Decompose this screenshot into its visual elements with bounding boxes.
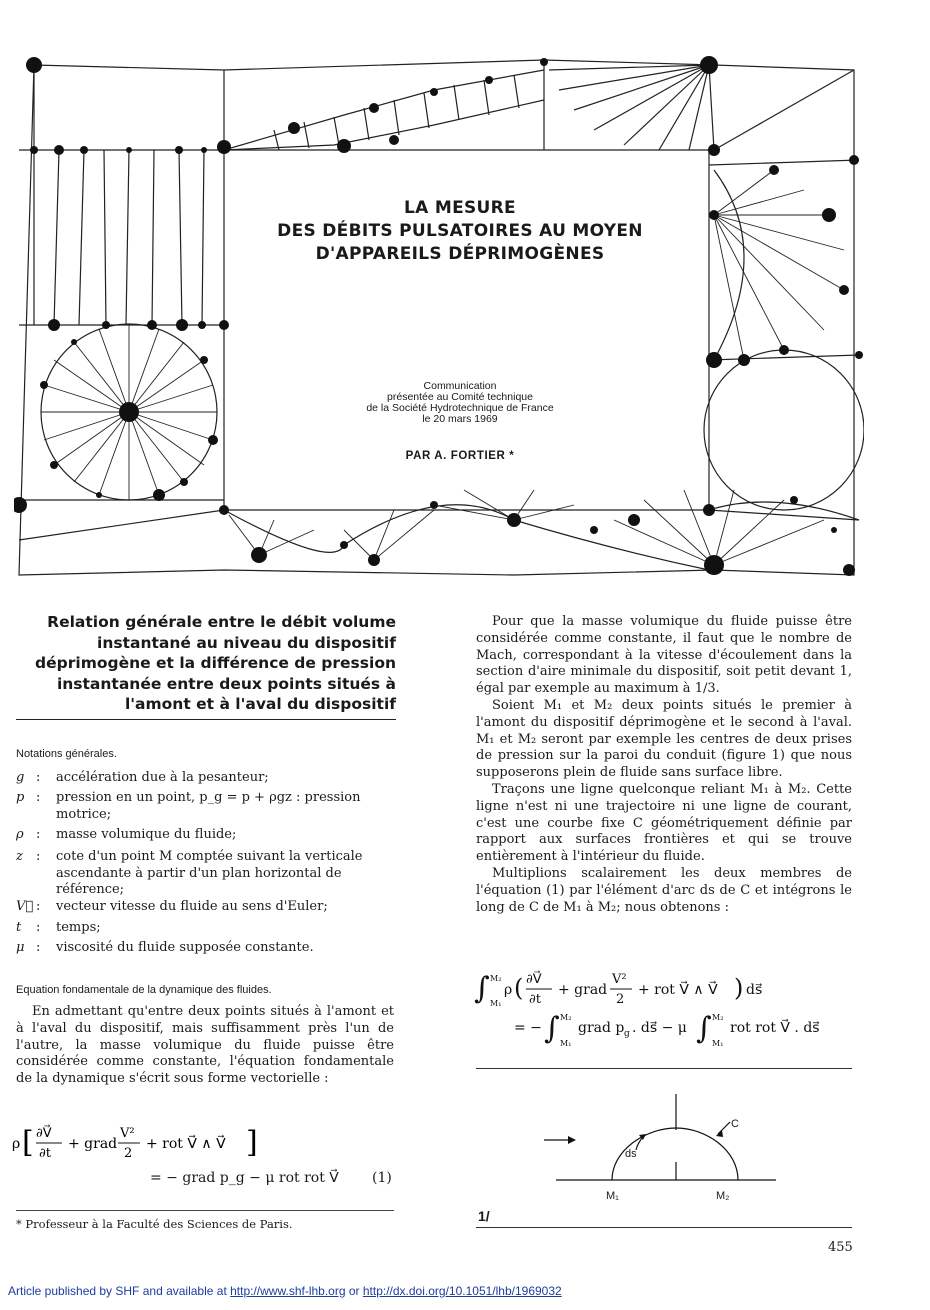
right-paragraph-1: Pour que la masse volumique du fluide puisse être considérée comme constante, il faut que le nombre de Mach, correspondant à la vitesse d'écoulement dans la section d'aire minimale du dispositif, soit petit devant 1, égal par exemple au maximum à 1/3. — [476, 614, 852, 697]
svg-text:M₁: M₁ — [490, 999, 502, 1008]
figure-c-arrow-icon — [716, 1130, 723, 1137]
svg-text:V²: V² — [612, 972, 627, 987]
figure-label-m2: M₂ — [716, 1190, 730, 1202]
article-title-line3: D'APPAREILS DÉPRIMOGÈNES — [315, 244, 605, 264]
section-heading: Relation générale entre le débit volume instantané au niveau du dispositif déprimogène et la différence de pression instantanée entre deux points situés à l'amont et à l'aval du dispositif — [35, 613, 396, 713]
notation-definition: accélération due à la pesanteur; — [56, 770, 269, 785]
svg-text:+ grad: + grad — [558, 982, 608, 998]
notation-definition: cote d'un point M comptée suivant la verticale ascendante à partir d'un plan horizontal de référence; — [56, 849, 363, 897]
notation-colon: : — [36, 849, 41, 864]
notation-colon: : — [36, 770, 41, 785]
svg-text:ρ: ρ — [504, 982, 513, 998]
figure-label-c: C — [731, 1118, 739, 1130]
svg-text:+ rot V⃗ ∧ V⃗: + rot V⃗ ∧ V⃗ — [638, 982, 718, 998]
notations-title: Notations générales. — [16, 748, 117, 760]
notation-symbol: t — [16, 920, 22, 935]
equation-1-line2: = − grad p_g − μ rot rot V⃗ — [150, 1170, 339, 1186]
svg-text:+ grad: + grad — [68, 1136, 118, 1152]
svg-text:ρ: ρ — [12, 1136, 21, 1152]
svg-text:ds⃗: ds⃗ — [746, 982, 763, 998]
footnote: * Professeur à la Faculté des Sciences de Paris. — [16, 1217, 293, 1231]
figure-1-drawing — [476, 1090, 852, 1215]
notation-symbol: g — [16, 770, 25, 785]
svg-text:∫: ∫ — [474, 971, 490, 1006]
notation-definition: pression en un point, p_g = p + ρgz : pression motrice; — [56, 790, 361, 822]
communication-line3: de la Société Hydrotechnique de France — [366, 402, 554, 414]
left-column — [16, 612, 396, 720]
article-title-line2: DES DÉBITS PULSATOIRES AU MOYEN — [277, 221, 643, 241]
figure-top-rule — [476, 1068, 852, 1069]
banner-illustration — [14, 50, 864, 585]
author-line: PAR A. FORTIER * — [405, 450, 515, 462]
footnote-rule — [16, 1210, 394, 1211]
notation-symbol: ρ — [16, 827, 24, 842]
integral-equation — [474, 968, 854, 1058]
svg-text:2: 2 — [124, 1146, 133, 1161]
right-paragraph-2: Soient M₁ et M₂ deux points situés le premier à l'amont du dispositif déprimogène et le second à l'aval. M₁ et M₂ seront par exemple les centres de deux prises de pression sur la paroi du conduit (figure 1) que nous supposerons plein de fluide sans surface libre. — [476, 697, 852, 781]
notation-symbol: V⃗ — [16, 899, 34, 914]
svg-text:M₂: M₂ — [560, 1013, 572, 1022]
svg-text:∫: ∫ — [696, 1011, 712, 1046]
figure-number: 1/ — [478, 1208, 490, 1224]
svg-text:M₁: M₁ — [712, 1039, 724, 1048]
svg-text:g: g — [624, 1029, 630, 1039]
svg-text:M₂: M₂ — [490, 974, 502, 983]
figure-label-ds: ds — [625, 1148, 637, 1160]
svg-text:∂V⃗: ∂V⃗ — [36, 1126, 52, 1141]
notation-symbol: z — [16, 849, 23, 864]
notation-definition: viscosité du fluide supposée constante. — [56, 940, 314, 955]
svg-text:(: ( — [514, 974, 524, 1002]
notation-symbol: μ — [16, 940, 25, 955]
equation-1-number: (1) — [372, 1170, 392, 1186]
footer-link-shf[interactable]: http://www.shf-lhb.org — [230, 1284, 346, 1298]
svg-text:2: 2 — [616, 992, 625, 1007]
svg-text:rot rot V⃗ . ds⃗: rot rot V⃗ . ds⃗ — [730, 1020, 820, 1036]
svg-text:∂t: ∂t — [529, 992, 541, 1007]
svg-text:): ) — [734, 974, 744, 1002]
communication-line2: présentée au Comité technique — [387, 391, 533, 403]
svg-text:∂V⃗: ∂V⃗ — [526, 972, 542, 987]
equation-section-title: Equation fondamentale de la dynamique des fluides. — [16, 984, 272, 996]
svg-text:. ds⃗ − μ: . ds⃗ − μ — [632, 1020, 687, 1036]
svg-text:∫: ∫ — [544, 1011, 560, 1046]
footer-middle: or — [345, 1284, 363, 1298]
figure-bottom-rule — [476, 1227, 852, 1228]
svg-text:∂t: ∂t — [39, 1146, 51, 1161]
notation-definition: vecteur vitesse du fluide au sens d'Euler; — [56, 899, 328, 914]
svg-text:[: [ — [22, 1125, 34, 1160]
notation-colon: : — [36, 940, 41, 955]
svg-text:M₂: M₂ — [712, 1013, 724, 1022]
svg-text:]: ] — [246, 1125, 258, 1160]
equation-intro-paragraph: En admettant qu'entre deux points situés à l'amont et à l'aval du dispositif, mais suffisamment près l'un de l'autre, la masse volumique du fluide puisse être considérée comme constante, l'équation fondamentale de la dynamique s'écrit sous forme vectorielle : — [16, 1004, 394, 1087]
right-paragraph-4: Multiplions scalairement les deux membres de l'équation (1) par l'élément d'arc ds de C et intégrons le long de C de M₁ à M₂; nous obtenons : — [476, 865, 852, 915]
page-number: 455 — [828, 1240, 853, 1255]
communication-line4: le 20 mars 1969 — [422, 413, 498, 425]
notation-colon: : — [36, 920, 41, 935]
notation-definition: temps; — [56, 920, 101, 935]
footer-link-doi[interactable]: http://dx.doi.org/10.1051/lhb/1969032 — [362, 1284, 562, 1298]
notation-colon: : — [36, 790, 41, 805]
figure-ds-arrow-icon — [639, 1134, 646, 1140]
figure-flow-arrow-icon — [568, 1136, 576, 1144]
notation-definition: masse volumique du fluide; — [56, 827, 237, 842]
right-column — [476, 614, 852, 916]
footer-prefix: Article published by SHF and available at — [8, 1284, 231, 1298]
right-paragraph-3: Traçons une ligne quelconque reliant M₁ à M₂. Cette ligne n'est ni une trajectoire ni une ligne de courant, c'est une courbe fixe C géométriquement définie par rapport aux surfaces frontières et qui se trouve entièrement à l'intérieur du fluide. — [476, 781, 852, 865]
svg-text:M₁: M₁ — [560, 1039, 572, 1048]
figure-label-m1: M₁ — [606, 1190, 619, 1202]
banner-drawing — [14, 50, 864, 585]
heading-rule — [16, 719, 396, 720]
notation-symbol: p — [16, 790, 25, 805]
footer — [8, 1284, 562, 1298]
svg-text:= −: = − — [514, 1020, 542, 1036]
equation-1-line1 — [10, 1122, 270, 1164]
notation-colon: : — [36, 899, 41, 914]
svg-text:grad p: grad p — [578, 1020, 625, 1036]
svg-text:V²: V² — [120, 1126, 135, 1141]
article-title-line1: LA MESURE — [404, 198, 516, 218]
communication-line1: Communication — [423, 380, 497, 392]
svg-text:+ rot V⃗ ∧ V⃗: + rot V⃗ ∧ V⃗ — [146, 1136, 226, 1152]
notation-colon: : — [36, 827, 41, 842]
